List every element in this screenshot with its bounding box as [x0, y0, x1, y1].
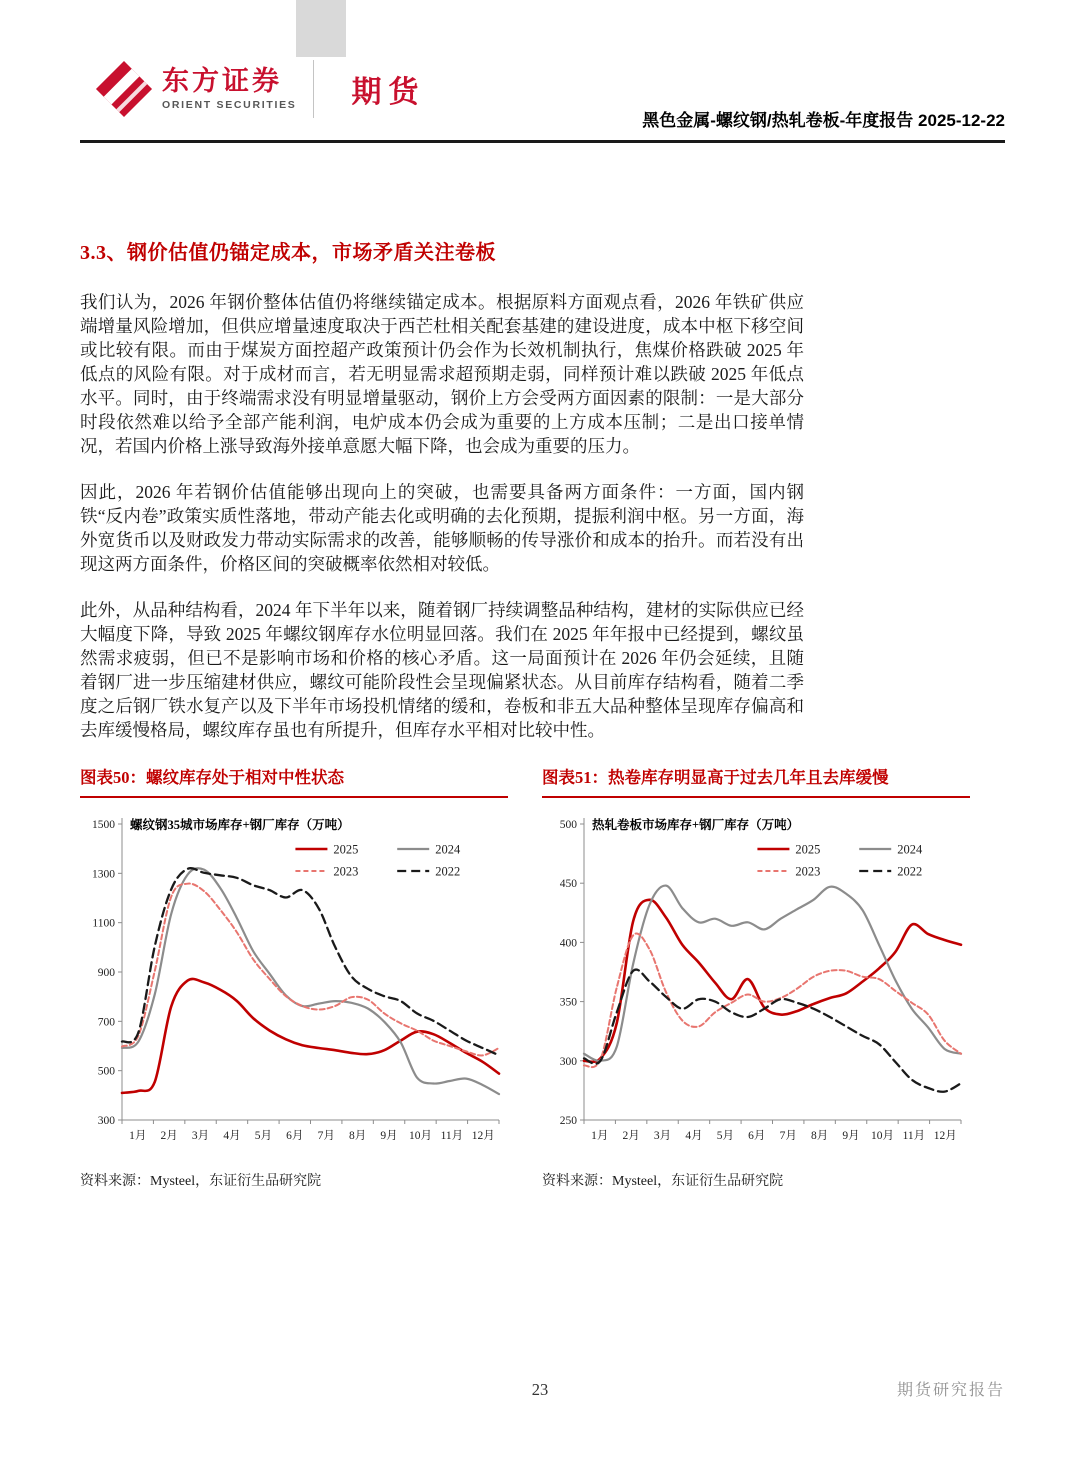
svg-text:2023: 2023 — [795, 864, 821, 879]
figure-50 — [80, 764, 508, 1190]
svg-text:螺纹钢35城市场库存+钢厂库存（万吨）: 螺纹钢35城市场库存+钢厂库存（万吨） — [130, 818, 350, 833]
svg-text:1500: 1500 — [92, 819, 115, 832]
figures-row — [80, 764, 1005, 1190]
figure-51 — [542, 764, 970, 1190]
document-info: 黑色金属-螺纹钢/热轧卷板-年度报告 2025-12-22 — [642, 111, 1005, 130]
svg-text:2022: 2022 — [435, 864, 461, 879]
body-paragraph-1: 我们认为，2026 年钢价整体估值仍将继续锚定成本。根据原料方面观点看，2026 年铁矿供应端增量风险增加，但供应增量速度取决于西芒杜相关配套基建的建设进度，成本中枢下移空间或比较有限。而由于煤炭方面控超产政策预计仍会作为长效机制执行，焦煤价格跌破 2025 年低点的风险有限。对于成材而言，若无明显需求超预期走弱，同样预计难以跌破 2025 年低点水平。同时，由于终端需求没有明显增量驱动，钢价上方会受两方面因素的限制：一是大部分时段依然难以给予全部产能利润，电炉成本仍会成为重要的上方成本压制；二是出口接单情况，若国内价格上涨导致海外接单意愿大幅下降，也会成为重要的压力。 — [80, 292, 804, 456]
svg-text:900: 900 — [97, 967, 115, 980]
figure-51-title: 图表51：热卷库存明显高于过去几年且去库缓慢 — [542, 764, 970, 798]
svg-text:11月: 11月 — [902, 1130, 926, 1143]
svg-text:2月: 2月 — [160, 1130, 178, 1143]
figure-51-line-chart — [542, 808, 967, 1156]
svg-text:5月: 5月 — [254, 1130, 272, 1143]
svg-text:300: 300 — [97, 1115, 115, 1128]
svg-text:2月: 2月 — [622, 1130, 640, 1143]
brand-name-cn: 东方证券 — [162, 66, 282, 97]
report-type-label: 期货研究报告 — [896, 1382, 1005, 1399]
brand-name-en: ORIENT SECURITIES — [162, 98, 297, 111]
svg-text:250: 250 — [559, 1115, 577, 1128]
figure-50-title: 图表50：螺纹库存处于相对中性状态 — [80, 764, 508, 798]
page-number: 23 — [531, 1380, 549, 1399]
orient-securities-logo — [95, 60, 153, 118]
svg-text:1月: 1月 — [129, 1130, 147, 1143]
svg-text:450: 450 — [559, 878, 577, 891]
svg-text:1月: 1月 — [591, 1130, 609, 1143]
svg-text:12月: 12月 — [471, 1130, 495, 1143]
svg-text:热轧卷板市场库存+钢厂库存（万吨）: 热轧卷板市场库存+钢厂库存（万吨） — [592, 818, 800, 833]
svg-text:500: 500 — [559, 819, 577, 832]
svg-text:8月: 8月 — [811, 1130, 829, 1143]
division-label: 期货 — [351, 76, 426, 109]
svg-text:10月: 10月 — [870, 1130, 894, 1143]
svg-text:6月: 6月 — [286, 1130, 304, 1143]
figure-51-source: 资料来源：Mysteel，东证衍生品研究院 — [542, 1174, 784, 1190]
svg-text:10月: 10月 — [408, 1130, 432, 1143]
body-paragraph-3: 此外，从品种结构看，2024 年下半年以来，随着钢厂持续调整品种结构，建材的实际供应已经大幅度下降，导致 2025 年螺纹钢库存水位明显回落。我们在 2025 年年报中已经提到，螺纹虽然需求疲弱，但已不是影响市场和价格的核心矛盾。这一局面预计在 2026 年仍会延续，且随着钢厂进一步压缩建材供应，螺纹可能阶段性会呈现偏紧状态。从目前库存结构看，随着二季度之后钢厂铁水复产以及下半年市场投机情绪的缓和，卷板和非五大品种整体呈现库存偏高和去库缓慢格局，螺纹库存虽也有所提升，但库存水平相对比较中性。 — [80, 599, 804, 740]
svg-text:300: 300 — [559, 1056, 577, 1069]
svg-text:4月: 4月 — [223, 1130, 241, 1143]
svg-text:4月: 4月 — [685, 1130, 703, 1143]
svg-text:2024: 2024 — [435, 842, 461, 857]
brand-text — [162, 67, 297, 110]
svg-text:7月: 7月 — [317, 1130, 335, 1143]
svg-text:9月: 9月 — [380, 1130, 398, 1143]
svg-text:6月: 6月 — [748, 1130, 766, 1143]
svg-text:12月: 12月 — [933, 1130, 957, 1143]
svg-text:11月: 11月 — [440, 1130, 464, 1143]
svg-text:1300: 1300 — [92, 868, 115, 881]
svg-text:500: 500 — [97, 1066, 115, 1079]
svg-text:2024: 2024 — [897, 842, 923, 857]
svg-text:2022: 2022 — [897, 864, 923, 879]
svg-text:9月: 9月 — [842, 1130, 860, 1143]
report-header-left — [95, 60, 426, 118]
svg-text:1100: 1100 — [92, 918, 115, 931]
svg-text:350: 350 — [559, 997, 577, 1010]
svg-text:5月: 5月 — [716, 1130, 734, 1143]
report-body — [80, 236, 1005, 1190]
svg-text:3月: 3月 — [653, 1130, 672, 1143]
svg-text:2025: 2025 — [795, 842, 821, 857]
svg-text:2025: 2025 — [333, 842, 359, 857]
header-gray-band — [296, 0, 346, 57]
svg-text:700: 700 — [97, 1016, 115, 1029]
svg-text:7月: 7月 — [779, 1130, 797, 1143]
figure-50-line-chart — [80, 808, 505, 1156]
svg-text:3月: 3月 — [191, 1130, 210, 1143]
svg-text:2023: 2023 — [333, 864, 359, 879]
svg-text:8月: 8月 — [349, 1130, 367, 1143]
svg-text:400: 400 — [559, 937, 577, 950]
header-rule — [80, 140, 1005, 143]
header-divider — [313, 60, 314, 118]
section-title: 3.3、钢价估值仍锚定成本，市场矛盾关注卷板 — [80, 242, 496, 264]
figure-50-source: 资料来源：Mysteel，东证衍生品研究院 — [80, 1174, 322, 1190]
body-paragraph-2: 因此，2026 年若钢价估值能够出现向上的突破，也需要具备两方面条件：一方面，国内钢铁“反内卷”政策实质性落地，带动产能去化或明确的去化预期，提振利润中枢。另一方面，海外宽货币以及财政发力带动实际需求的改善，能够顺畅的传导涨价和成本的抬升。而若没有出现这两方面条件，价格区间的突破概率依然相对较低。 — [80, 481, 804, 574]
